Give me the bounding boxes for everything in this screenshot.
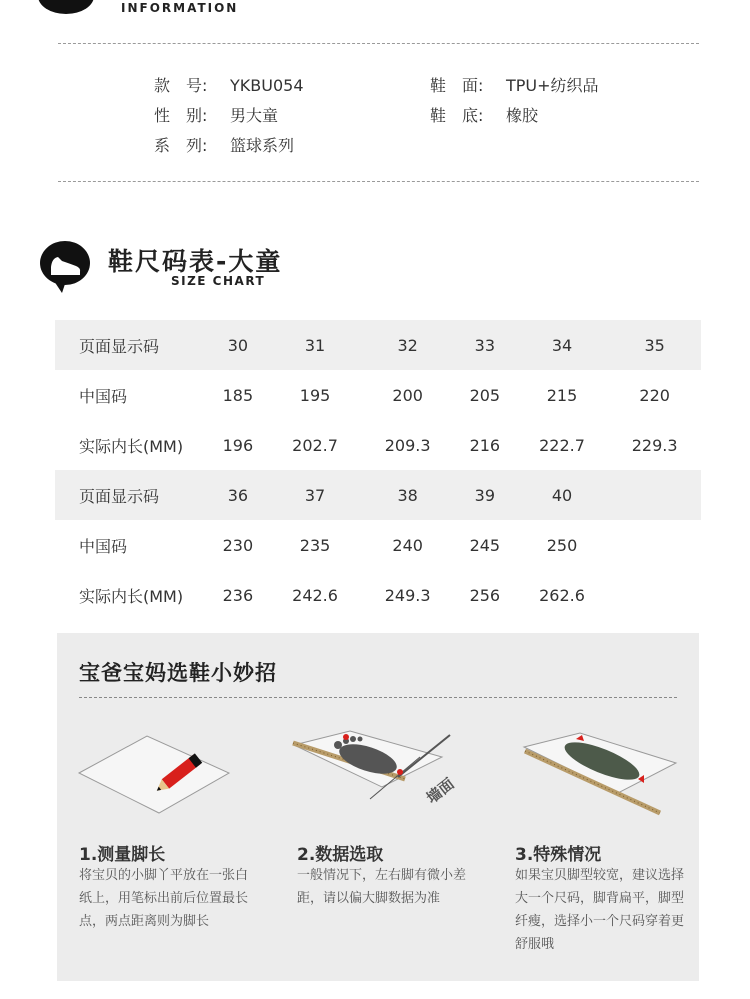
step-2-title: 2.数据选取 [297,845,384,865]
table-row: 页面显示码 36 37 38 39 40 [55,470,701,520]
tips-title: 宝爸宝妈选鞋小妙招 [79,661,277,685]
info-series: 系 列: 篮球系列 [154,136,295,155]
shoe-bubble-icon [40,241,90,285]
info-header-en: INFORMATION [121,1,239,15]
tips-panel [57,633,699,981]
divider [58,181,699,182]
table-row: 实际内长(MM) 196 202.7 209.3 216 222.7 229.3 [79,435,678,456]
divider [79,697,677,698]
step-1-title: 1.测量脚长 [79,845,166,865]
info-gender: 性 别: 男大童 [154,106,279,125]
size-chart-title-en: SIZE CHART [171,274,266,288]
divider [58,43,699,44]
info-upper: 鞋 面: TPU+纺织品 [430,76,599,95]
info-style-no: 款 号: YKBU054 [154,76,304,95]
step-3-text: 如果宝贝脚型较宽，建议选择大一个尺码，脚背扁平，脚型纤瘦，选择小一个尺码穿着更舒服哦 [515,868,685,952]
info-sole: 鞋 底: 橡胶 [430,106,539,125]
wide-foot-ruler-icon [520,731,680,821]
size-chart-title: 鞋尺码表-大童 [108,247,283,276]
table-row: 页面显示码 30 31 32 33 34 35 [55,320,701,370]
step-2-text: 一般情况下，左右脚有微小差距，请以偏大脚数据为准 [297,868,467,906]
wall-label: 墙面 [422,774,458,808]
chat-bubble-icon [38,0,94,14]
table-row: 中国码 230 235 240 245 250 [79,535,578,556]
table-row: 中国码 185 195 200 205 215 220 [79,385,670,406]
step-1-text: 将宝贝的小脚丫平放在一张白纸上，用笔标出前后位置最长点，两点距离则为脚长 [79,868,249,929]
paper-pencil-icon [77,731,232,816]
table-row: 实际内长(MM) 236 242.6 249.3 256 262.6 [79,585,585,606]
size-table [55,320,701,620]
step-3-title: 3.特殊情况 [515,845,602,865]
